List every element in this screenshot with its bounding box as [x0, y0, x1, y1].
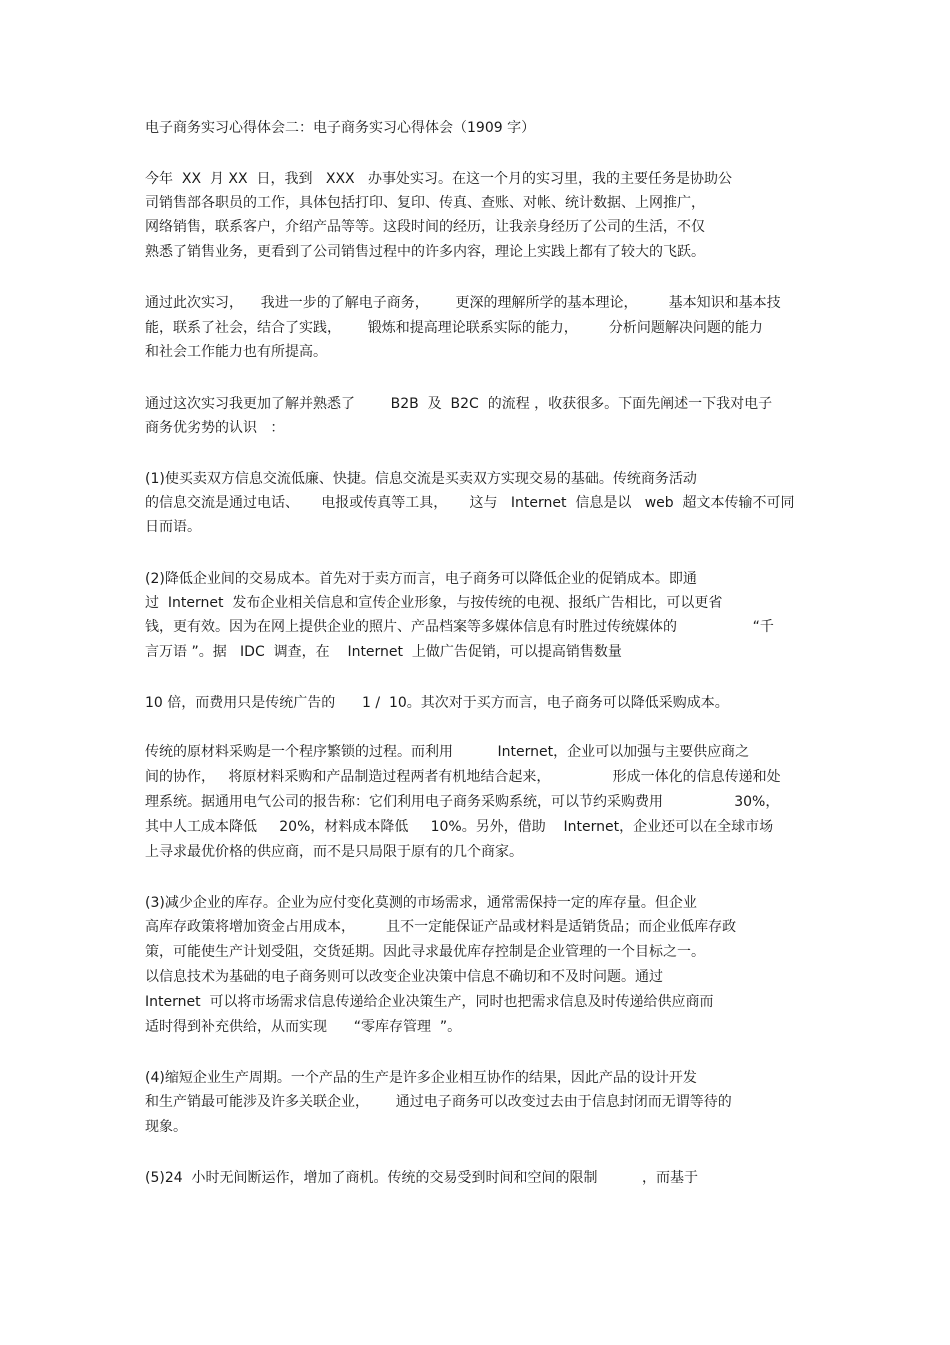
text-line: 现象。: [145, 1119, 187, 1135]
text-line: 上寻求最优价格的供应商，而不是只局限于原有的几个商家。: [145, 844, 523, 860]
text-line: 其中人工成本降低 20%，材料成本降低 10%。另外，借助 Internet，企业还可以在全球市场: [145, 819, 774, 835]
text-line: 高库存政策将增加资金占用成本， 且不一定能保证产品或材料是适销货品；而企业低库存政: [145, 919, 737, 935]
text-line: 的信息交流是通过电话、 电报或传真等工具， 这与 Internet 信息是以 web 超文本传输不可同: [145, 495, 795, 511]
text-line: 以信息技术为基础的电子商务则可以改变企业决策中信息不确切和不及时问题。通过: [145, 969, 663, 985]
text-line: 适时得到补充供给，从而实现 “零库存管理 ”。: [145, 1019, 462, 1035]
text-line: 司销售部各职员的工作，具体包括打印、复印、传真、查账、对帐、统计数据、上网推广，: [145, 195, 705, 211]
text-line: 通过此次实习， 我进一步的了解电子商务， 更深的理解所学的基本理论， 基本知识和基本技: [145, 295, 781, 311]
text-line: 网络销售，联系客户，介绍产品等等。这段时间的经历，让我亲身经历了公司的生活，不仅: [145, 219, 705, 235]
text-line: 传统的原材料采购是一个程序繁锁的过程。而利用 Internet，企业可以加强与主要供应商之: [145, 744, 750, 760]
text-line: 今年 XX 月 XX 日，我到 XXX 办事处实习。在这一个月的实习里，我的主要任务是协助公: [145, 171, 732, 187]
text-line: 熟悉了销售业务，更看到了公司销售过程中的许多内容，理论上实践上都有了较大的飞跃。: [145, 244, 705, 260]
text-line: 策，可能使生产计划受阻，交货延期。因此寻求最优库存控制是企业管理的一个目标之一。: [145, 944, 705, 960]
text-line: 理系统。据通用电气公司的报告称：它们利用电子商务采购系统，可以节约采购费用 30%，: [145, 794, 780, 810]
text-line: (5)24 小时无间断运作，增加了商机。传统的交易受到时间和空间的限制 ，而基于: [145, 1170, 699, 1186]
text-line: (2)降低企业间的交易成本。首先对于卖方而言，电子商务可以降低企业的促销成本。即通: [145, 571, 697, 587]
text-line: 通过这次实习我更加了解并熟悉了 B2B 及 B2C 的流程 ，收获很多。下面先阐述一下我对电子: [145, 396, 773, 412]
text-line: 日而语。: [145, 519, 201, 535]
text-line: Internet 可以将市场需求信息传递给企业决策生产，同时也把需求信息及时传递给供应商而: [145, 994, 714, 1010]
document-title: 电子商务实习心得体会二：电子商务实习心得体会（1909 字）: [145, 120, 536, 136]
text-line: 10 倍，而费用只是传统广告的 1 / 10。其次对于买方而言，电子商务可以降低采购成本。: [145, 695, 729, 711]
text-line: 和生产销最可能涉及许多关联企业， 通过电子商务可以改变过去由于信息封闭而无谓等待的: [145, 1094, 732, 1110]
text-line: (1)使买卖双方信息交流低廉、快捷。信息交流是买卖双方实现交易的基础。传统商务活动: [145, 471, 697, 487]
text-line: 过 Internet 发布企业相关信息和宣传企业形象，与按传统的电视、报纸广告相比，可以更省: [145, 595, 723, 611]
text-line: 商务优劣势的认识 ：: [145, 420, 285, 436]
text-line: 言万语 ”。据 IDC 调查，在 Internet 上做广告促销，可以提高销售数量: [145, 644, 622, 660]
text-line: (4)缩短企业生产周期。一个产品的生产是许多企业相互协作的结果，因此产品的设计开发: [145, 1070, 697, 1086]
text-line: 和社会工作能力也有所提高。: [145, 344, 327, 360]
text-line: 间的协作， 将原材料采购和产品制造过程两者有机地结合起来， 形成一体化的信息传递和处: [145, 769, 781, 785]
text-line: 能，联系了社会，结合了实践， 锻炼和提高理论联系实际的能力， 分析问题解决问题的能力: [145, 320, 763, 336]
text-line: (3)减少企业的库存。企业为应付变化莫测的市场需求，通常需保持一定的库存量。但企业: [145, 895, 697, 911]
text-line: 钱，更有效。因为在网上提供企业的照片、产品档案等多媒体信息有时胜过传统媒体的 “千: [145, 619, 774, 635]
